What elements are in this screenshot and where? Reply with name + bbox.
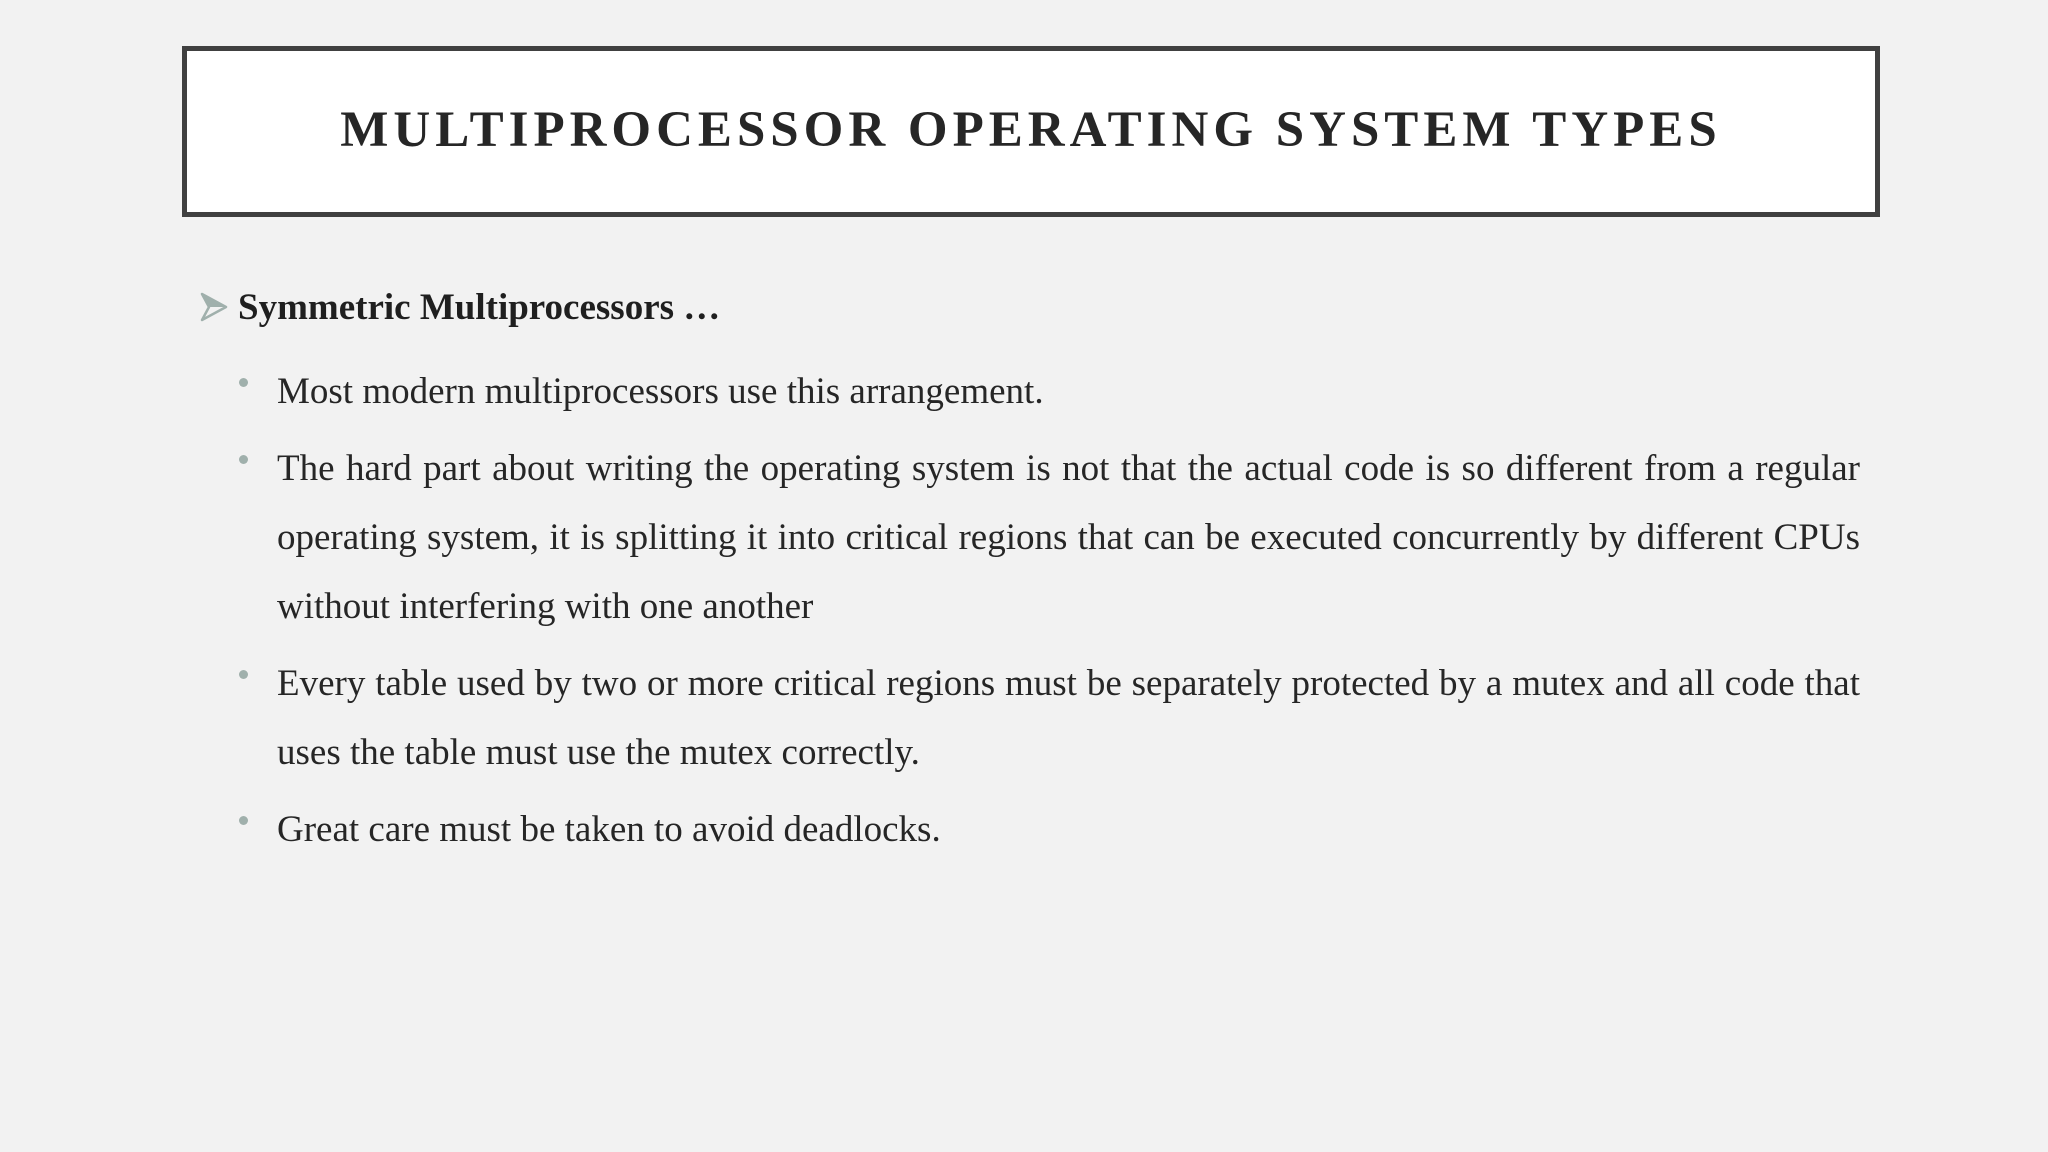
bullet-text: Every table used by two or more critical regions must be separately protected by a mutex and all code that uses the table must use the mutex correctly. (277, 663, 1860, 773)
slide-title: MULTIPROCESSOR OPERATING SYSTEM TYPES (340, 101, 1722, 158)
bullet-text: Most modern multiprocessors use this arrangement. (277, 371, 1044, 412)
bullet-dot-icon (239, 378, 248, 387)
title-box (182, 46, 1880, 217)
slide-content (200, 280, 1860, 850)
bullet-dot-icon (239, 455, 248, 464)
bullet-dot-icon (239, 816, 248, 825)
bullet-dot-icon (239, 670, 248, 679)
list-item (200, 795, 1860, 864)
arrow-bullet-icon (200, 292, 228, 322)
section-heading-text: Symmetric Multiprocessors … (238, 287, 721, 328)
list-item (200, 434, 1860, 641)
list-item (200, 357, 1860, 426)
bullet-list (200, 370, 1860, 885)
bullet-text: Great care must be taken to avoid deadlocks. (277, 809, 941, 850)
list-item (200, 649, 1860, 787)
section-heading (200, 280, 1860, 336)
bullet-text: The hard part about writing the operating system is not that the actual code is so different from a regular operating system, it is splitting it into critical regions that can be executed concurrently by different CPUs without interfering with one another (277, 448, 1860, 627)
